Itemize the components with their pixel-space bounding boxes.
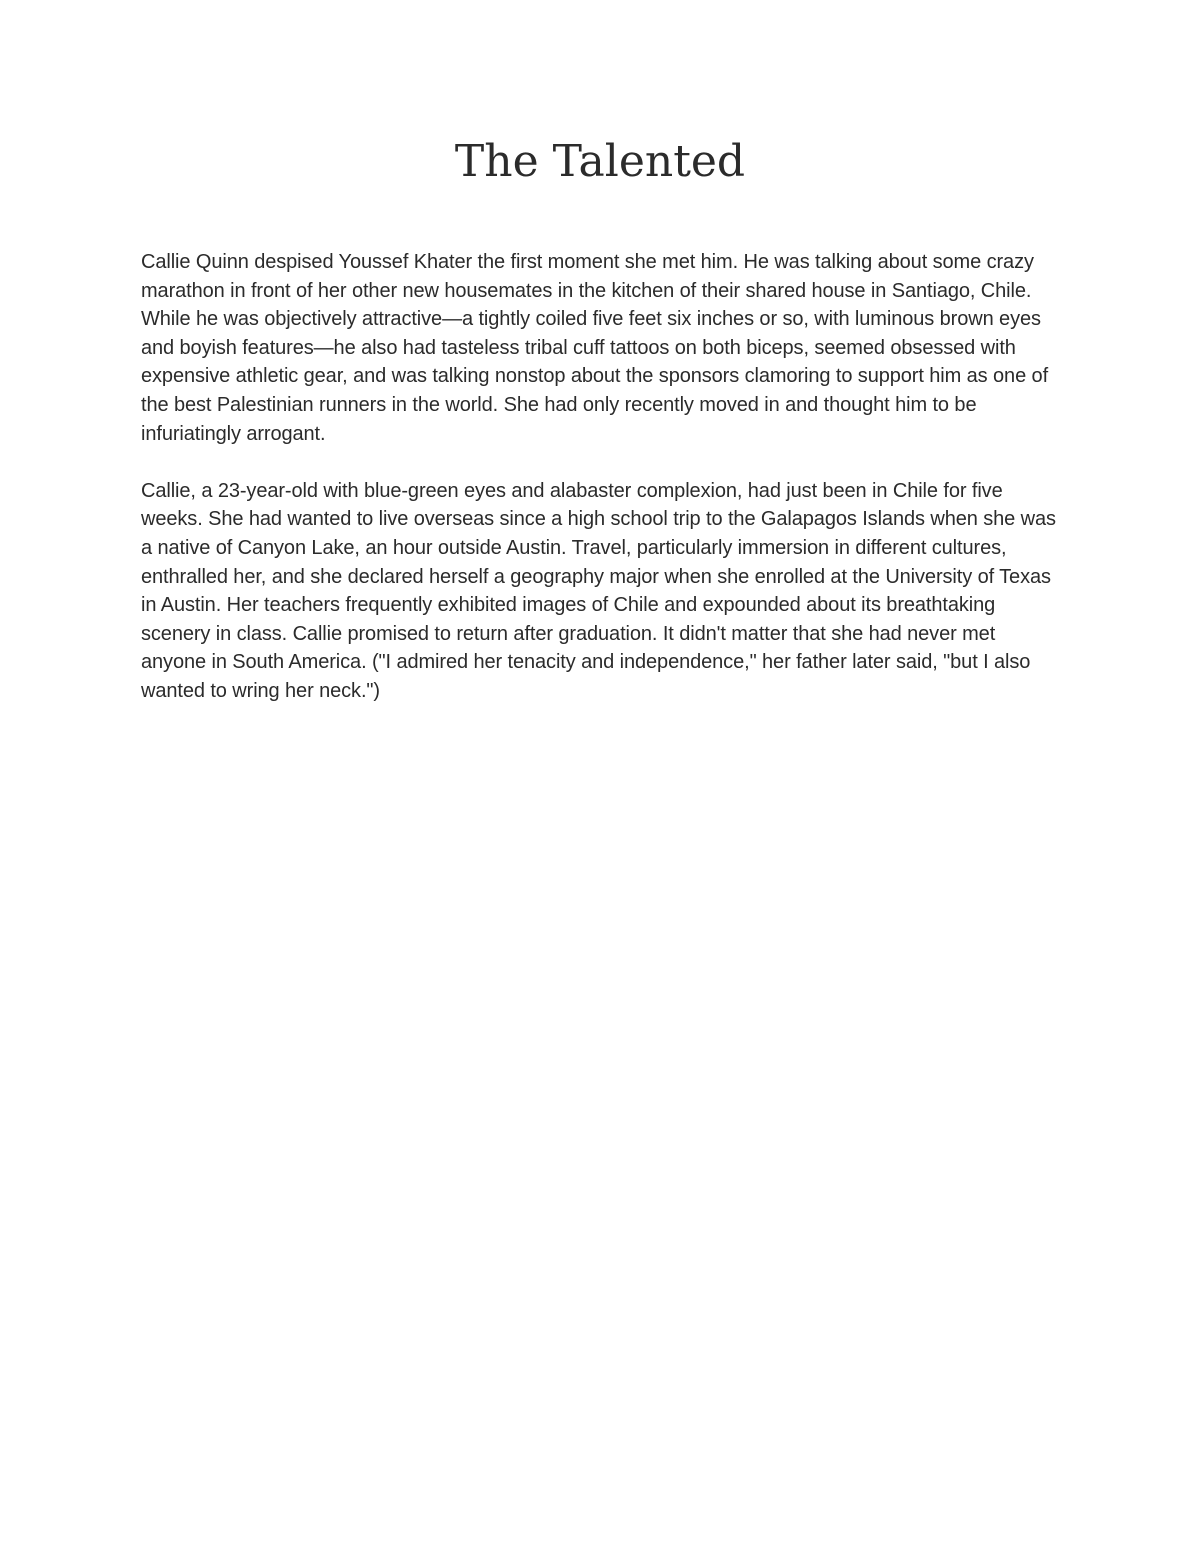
paragraph-1: Callie Quinn despised Youssef Khater the first moment she met him. He was talking about some crazy marathon in front of her other new housemates in the kitchen of their shared house in Santiago, Chile. While he was objectively attractive—a tightly coiled five feet six inches or so, with luminous brown eyes and boyish features—he also had tasteless tribal cuff tattoos on both biceps, seemed obsessed with expensive athletic gear, and was talking nonstop about the sponsors clamoring to support him as one of the best Palestinian runners in the world. She had only recently moved in and thought him to be infuriatingly arrogant.	[141, 251, 1049, 445]
document-body	[141, 248, 1061, 734]
paragraph-2: Callie, a 23-year-old with blue-green eyes and alabaster complexion, had just been in Chile for five weeks. She had wanted to live overseas since a high school trip to the Galapagos Islands when she was a native of Canyon Lake, an hour outside Austin. Travel, particularly immersion in different cultures, enthralled her, and she declared herself a geography major when she enrolled at the University of Texas in Austin. Her teachers frequently exhibited images of Chile and expounded about its breathtaking scenery in class. Callie promised to return after graduation. It didn't matter that she had never met anyone in South America. ("I admired her tenacity and independence," her father later said, "but I also wanted to wring her neck.")	[141, 479, 1056, 702]
document-title: The Talented	[454, 136, 746, 187]
